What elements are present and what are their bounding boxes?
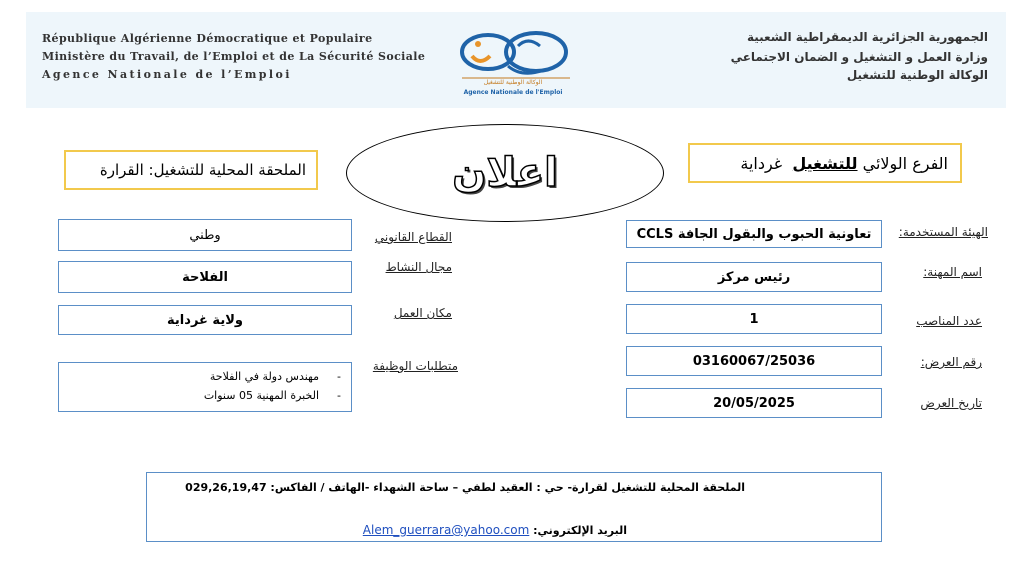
offer-date-label: تاريخ العرض — [920, 396, 982, 410]
header-fr-agency: Agence Nationale de l’Emploi — [42, 68, 292, 81]
header-fr-republic: République Algérienne Démocratique et Populaire — [42, 32, 373, 45]
activity-label: مجال النشاط — [385, 260, 452, 274]
workplace-label: مكان العمل — [393, 306, 452, 320]
employer-value: تعاونية الحبوب والبقول الجافة CCLS — [626, 220, 882, 248]
positions-label: عدد المناصب — [916, 314, 982, 328]
agency-title-box — [688, 143, 962, 183]
job-value: رئيس مركز — [626, 262, 882, 292]
legal-sector-value: وطني — [58, 219, 352, 251]
footer-email-line — [363, 523, 627, 537]
announcement-title: اعلان — [452, 150, 558, 196]
requirement-item: -الخبرة المهنية 05 سنوات — [203, 389, 341, 402]
agency-city: غرداية — [740, 153, 783, 173]
positions-value: 1 — [626, 304, 882, 334]
offer-number-value: 03160067/25036 — [626, 346, 882, 376]
offer-date-value: 20/05/2025 — [626, 388, 882, 418]
header-fr-ministry: Ministère du Travail, de l’Emploi et de La Sécurité Sociale — [42, 50, 426, 63]
email-link[interactable]: Alem_guerrara@yahoo.com — [362, 523, 530, 537]
job-label: اسم المهنة: — [923, 265, 982, 279]
employer-label: الهيئة المستخدمة: — [898, 225, 988, 239]
requirements-box — [58, 362, 352, 412]
email-label: البريد الإلكتروني: — [533, 524, 627, 537]
logo-caption-ar: الوكالة الوطنية للتشغيل — [483, 79, 543, 86]
agency-underlined: للتشغيل — [792, 153, 858, 173]
branch-title-box — [64, 150, 318, 190]
requirements-label: متطلبات الوظيفة — [372, 359, 458, 373]
footer-address: الملحقة المحلية للتشغيل لقرارة- حي : العقيد لطفي – ساحة الشهداء -الهاتف / الفاكس: 029,26,19,47 — [185, 481, 745, 494]
branch-title: الملحقة المحلية للتشغيل: القرارة — [99, 161, 306, 179]
header-ar-republic: الجمهورية الجزائرية الديمقراطية الشعبية — [746, 30, 988, 44]
agency-prefix: الفرع الولائي — [862, 153, 948, 173]
requirement-item: -مهندس دولة في الفلاحة — [209, 370, 341, 383]
legal-sector-label: القطاع القانوني — [374, 230, 452, 244]
workplace-value: ولاية غرداية — [58, 305, 352, 335]
contact-footer-box — [146, 472, 882, 542]
header-ar-ministry: وزارة العمل و التشغيل و الضمان الاجتماعي — [730, 50, 988, 64]
logo-caption-fr: Agence Nationale de l'Emploi — [463, 89, 563, 96]
header-ar-agency: الوكالة الوطنية للتشغيل — [846, 68, 988, 82]
activity-value: الفلاحة — [58, 261, 352, 293]
offer-number-label: رقم العرض: — [920, 355, 982, 369]
